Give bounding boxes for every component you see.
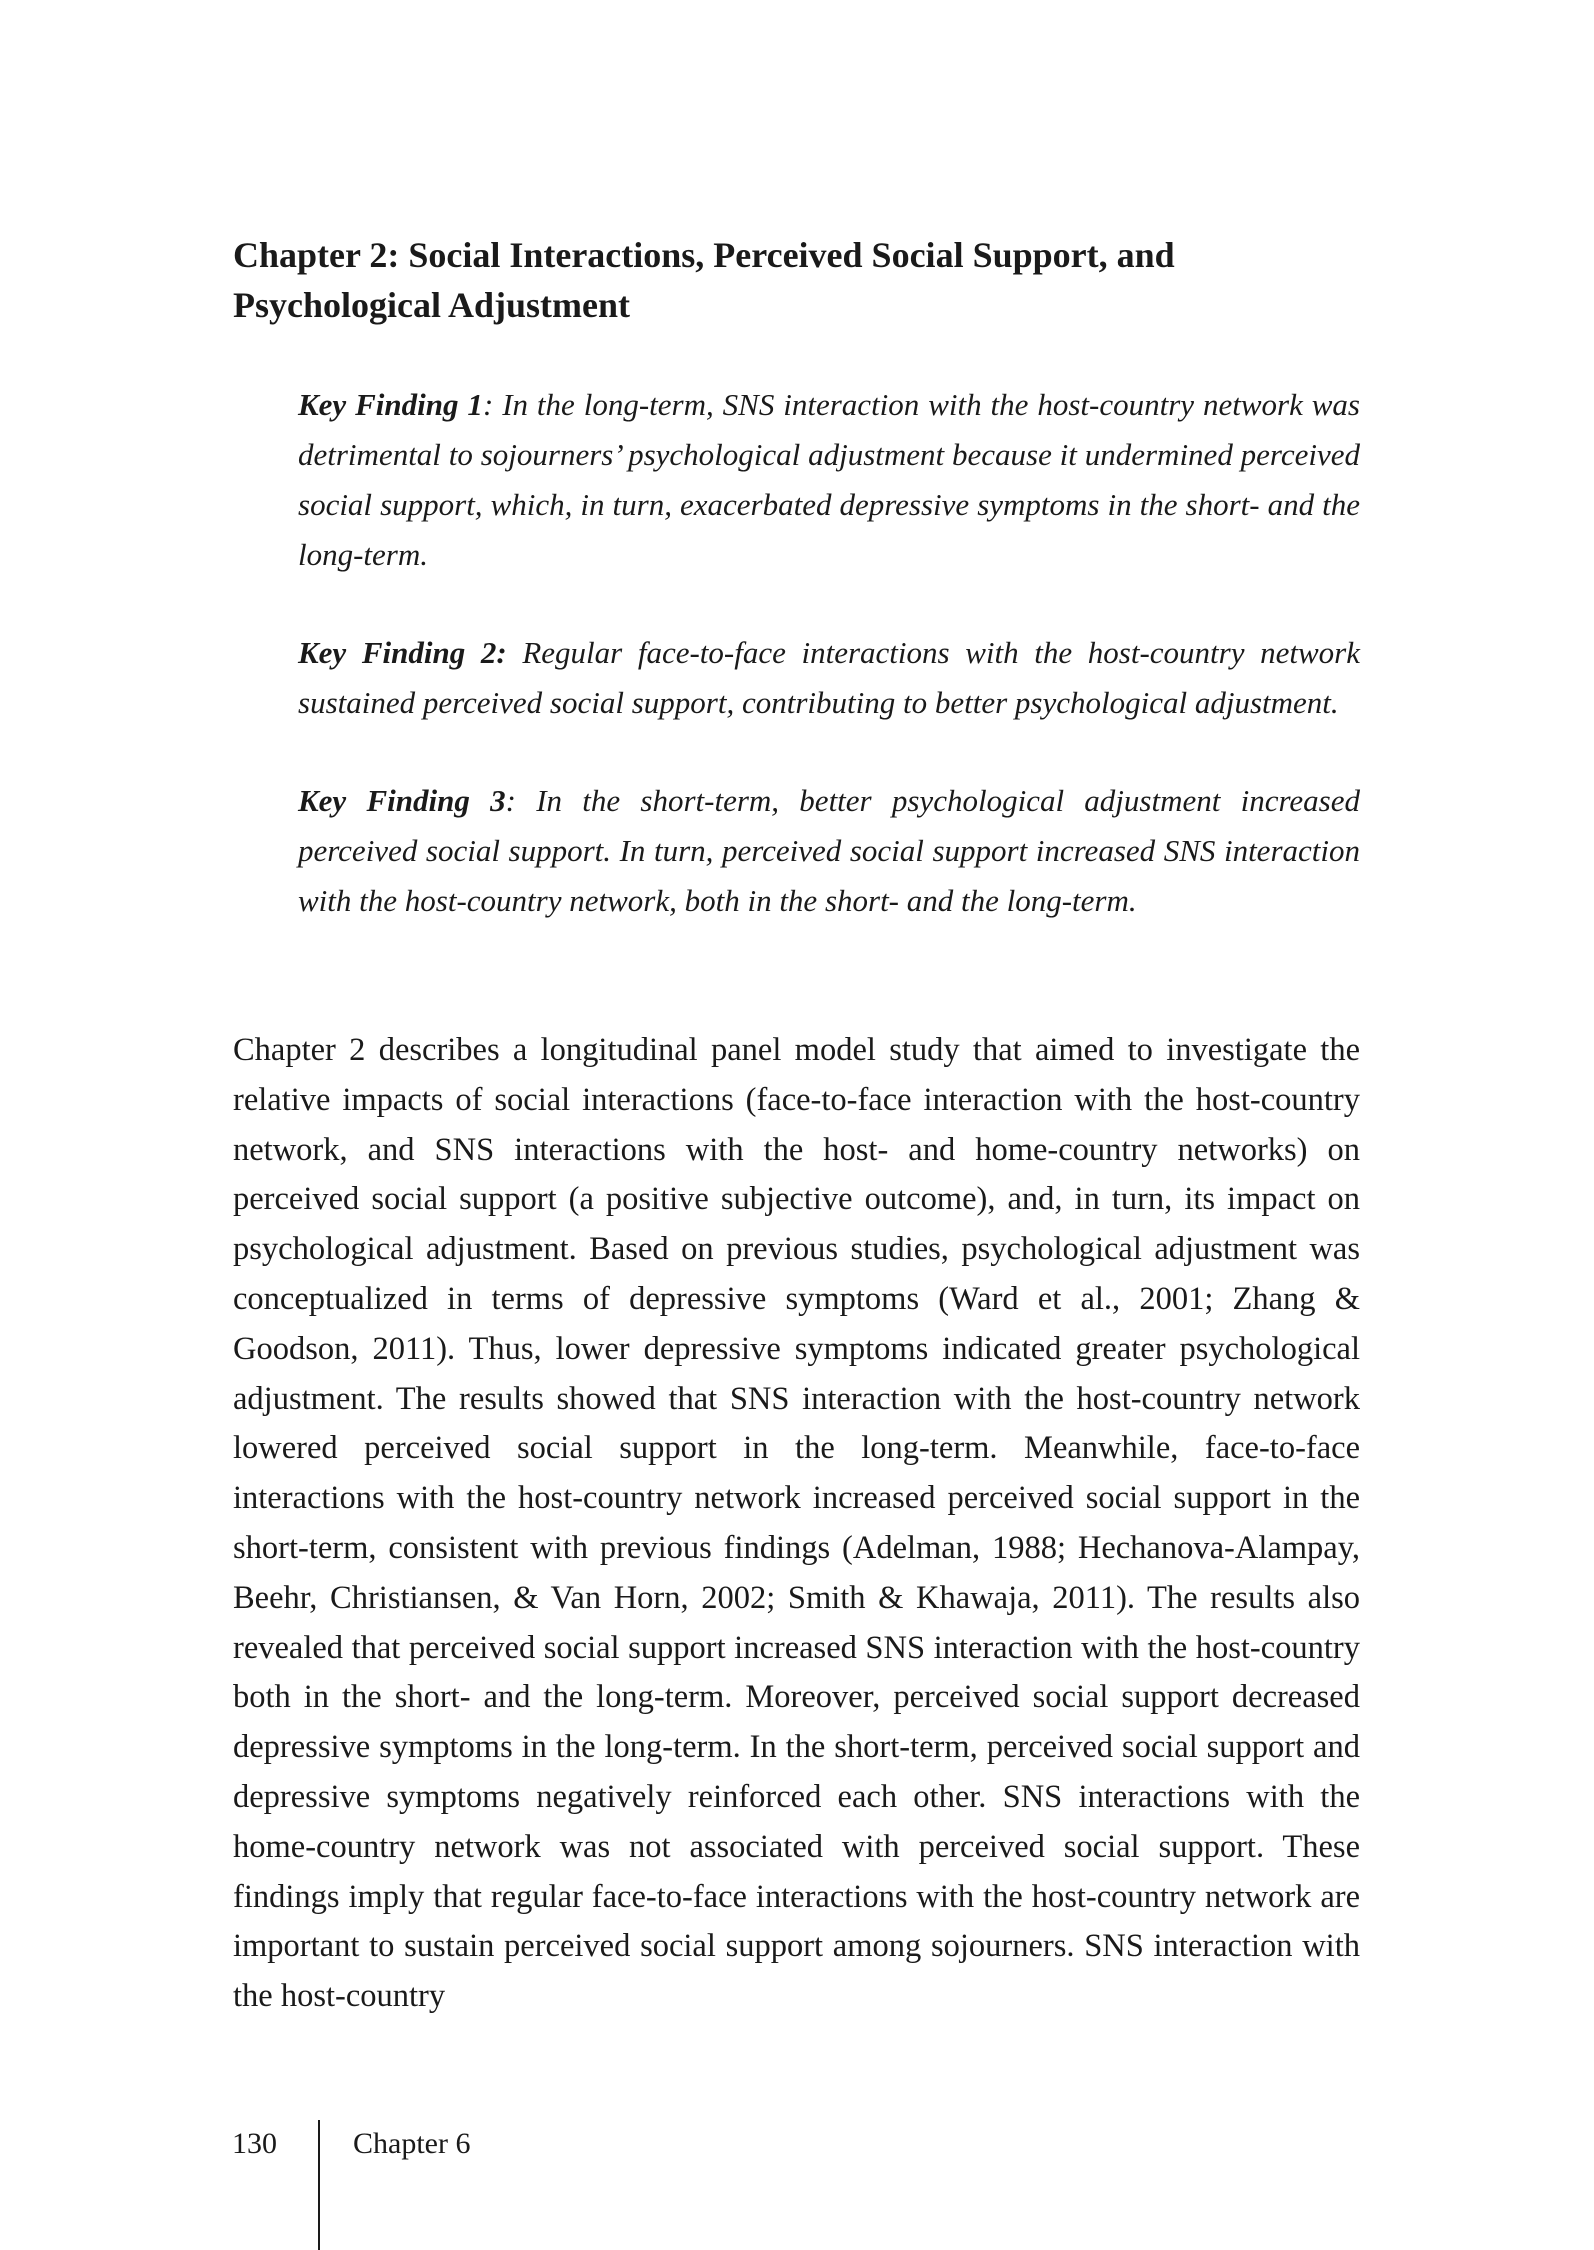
key-finding-3-label: Key Finding 3 [298, 783, 506, 818]
key-finding-2-label: Key Finding 2 [298, 635, 497, 670]
key-finding-1-separator: : [482, 387, 494, 422]
key-finding-3-text: In the short-term, better psychological adjustment increased perceived social support. In turn, perceived social support increased SNS interaction with the host-country network, both in the short- and the long-term. [298, 783, 1360, 918]
key-finding-2-separator: : [496, 635, 507, 670]
key-findings [298, 380, 1360, 974]
page-number: 130 [232, 2127, 277, 2160]
footer-divider [318, 2120, 320, 2250]
body-paragraph: Chapter 2 describes a longitudinal panel model study that aimed to investigate the relative impacts of social interactions (face-to-face interaction with the host-country network, and SNS interactions with the host- and home-country networks) on perceived social support (a positive subjective outcome), and, in turn, its impact on psychological adjustment. Based on previous studies, psychological adjustment was conceptualized in terms of depressive symptoms (Ward et al., 2001; Zhang & Goodson, 2011). Thus, lower depressive symptoms indicated greater psychological adjustment. The results showed that SNS interaction with the host-country network lowered perceived social support in the long-term. Meanwhile, face-to-face interactions with the host-country network increased perceived social support in the short-term, consistent with previous findings (Adelman, 1988; Hechanova-Alampay, Beehr, Christiansen, & Van Horn, 2002; Smith & Khawaja, 2011). The results also revealed that perceived social support increased SNS interaction with the host-country both in the short- and the long-term. Moreover, perceived social support decreased depressive symptoms in the long-term. In the short-term, perceived social support and depressive symptoms negatively reinforced each other. SNS interactions with the home-country network was not associated with perceived social support. These findings imply that regular face-to-face interactions with the host-country network are important to sustain perceived social support among sojourners. SNS interaction with the host-country [233, 1032, 1360, 2015]
key-finding-3 [298, 776, 1360, 926]
key-finding-2-text: Regular face-to-face interactions with the host-country network sustained perceived social support, contributing to better psychological adjustment. [298, 635, 1360, 720]
key-finding-2 [298, 628, 1360, 728]
key-finding-3-separator: : [505, 783, 516, 818]
running-head: Chapter 6 [353, 2127, 471, 2160]
key-finding-1 [298, 380, 1360, 580]
chapter-title: Chapter 2: Social Interactions, Perceived Social Support, and Psychological Adjustment [233, 235, 1175, 325]
key-finding-1-text: In the long-term, SNS interaction with the host-country network was detrimental to sojourners’ psychological adjustment because it undermined perceived social support, which, in turn, exacerbated depressive symptoms in the short- and the long-term. [298, 387, 1360, 572]
key-finding-1-label: Key Finding 1 [298, 387, 483, 422]
